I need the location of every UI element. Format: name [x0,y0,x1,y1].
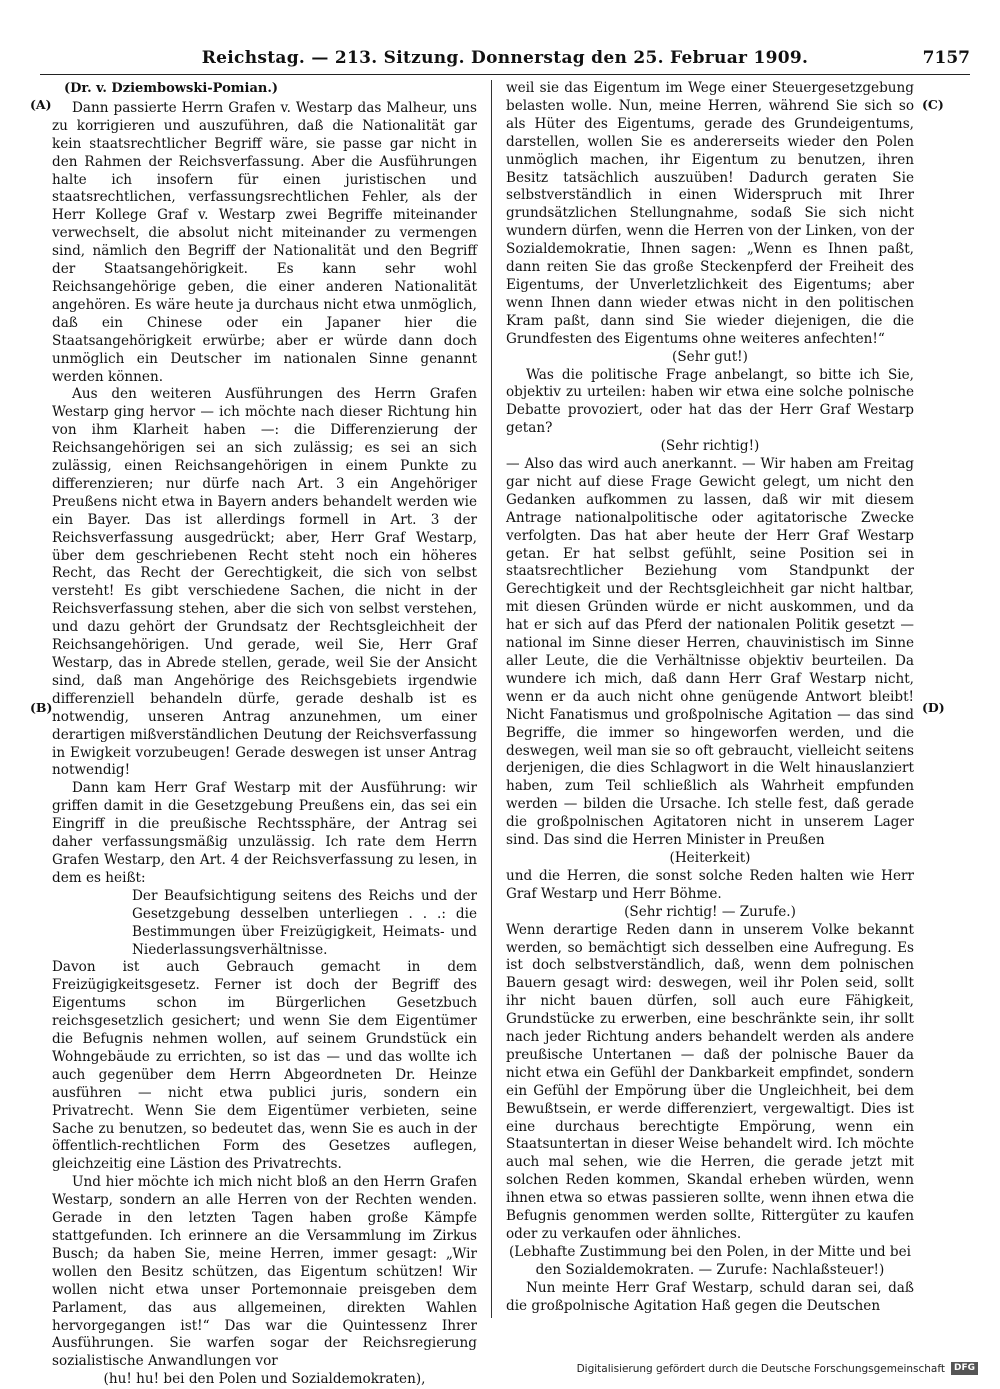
speaker-name: (Dr. v. Dziembowski-Pomian.) [64,81,279,96]
digitization-footer [577,1362,978,1375]
interjection: (Sehr richtig!) [660,438,760,455]
paragraph: und die Herren, die sonst solche Reden halten wie Herr Graf Westarp und Herr Böhme. [506,867,914,902]
running-title: Reichstag. — 213. Sitzung. Donnerstag den 25. Februar 1909. [201,48,809,68]
paragraph: — Also das wird auch anerkannt. — Wir haben am Freitag gar nicht auf diese Frage Gewicht gelegt, um nicht den Gedanken aufkommen zu lassen, daß wir mit diesem Antrage nationalpolitische oder agitatorische Zwecke verfolgten. Das hat aber heute der Herr Graf Westarp getan. Er hat selbst gefühlt, seine Position sei in staatsrechtlicher Beziehung vom Standpunkt der Gerechtigkeit und der Rechtsgleichheit gar nicht haltbar, mit diesen Gründen würde er nicht auskommen, und da hat er sich auf das Pferd der nationalen Politik gesetzt — national im Sinne dieser Herren, chauvinistisch im Sinne aller Leute, die die Verhältnisse objektiv beurteilen. Da wundere ich mich, daß dann Herr Graf Westarp nicht, wenn er da auch nicht ohne genügende Antwort bleibt! Nicht Fanatismus und großpolnische Agitation — das sind Begriffe, die immer so hingeworfen werden, und die deswegen, weil man sie so oft gebraucht, vielleicht seitens derjenigen, die dies Schlagwort in die Welt hinauslanziert haben, zum Teil schließlich als Wahrheit empfunden werden — bilden die Ursache. Ich stelle fest, daß gerade die großpolnischen Agitatoren nicht in unserem Lager sind. Das sind die Herren Minister in Preußen [506,456,914,849]
quotation: Der Beaufsichtigung seitens des Reichs und der Gesetzgebung desselben unterliegen . . .: die Bestimmungen über Freizügigkeit, Heimats- und Niederlassungsverhältnisse. [132,887,477,958]
interjection: (Sehr gut!) [672,348,748,365]
interjection: (Heiterkeit) [669,849,751,866]
interjection: (hu! hu! bei den Polen und Sozialdemokraten), [103,1371,426,1388]
paragraph: Davon ist auch Gebrauch gemacht in dem Freizügigkeitsgesetz. Ferner ist doch der Begriff des Eigentums schon im Bürgerlichen Gesetzbuch reichsgesetzlich gesichert; und wenn Sie dem Eigentümer die Befugnis nehmen wollen, auf seinem Grundstück ein Wohngebäude zu errichten, so ist das — und das wollte ich auch gegenüber dem Herrn Abgeordneten Dr. Heinze ausführen — nicht etwa publici juris, sondern ein Privatrecht. Wenn Sie dem Eigentümer verbieten, seine Sache zu benutzen, so bedeutet das, wenn Sie es auch in der öffentlich-rechtlichen Form des Gesetzes auflegen, gleichzeitig eine Lästion des Privatrechts. [52,959,477,1173]
interjection: (Sehr richtig! — Zurufe.) [624,903,796,920]
paragraph: Aus den weiteren Ausführungen des Herrn Grafen Westarp ging hervor — ich möchte nach dieser Richtung hin von ihm Klarheit haben —: die Differenzierung der Reichsangehörigen sei an sich zulässig; es sei an sich zulässig, einen Reichsangehörigen in einem Punkte zu differenzieren; nur dürfe nach Art. 3 ein Angehöriger Preußens nicht etwa in Bayern anders behandelt werden wie ein Bayer. Das ist allerdings formell in Art. 3 der Reichsverfassung ausgedrückt; aber, Herr Graf Westarp, über dem geschriebenen Recht steht noch ein höheres Recht, das Recht der Gerechtigkeit, die sich von selbst versteht! Es gibt verschiedene Sachen, die nicht in der Reichsverfassung stehen, aber die sich von selbst verstehen, und dazu gehört der Grundsatz der Rechtsgleichheit der Reichsangehörigen. Und gerade, weil Sie, Herr Graf Westarp, das in Abrede stellen, gerade, weil Sie der Ansicht sind, daß man Angehörige des Reichsgebiets irgendwie differenziell behandeln dürfe, gerade deshalb ist es notwendig, unseren Antrag anzunehmen, um einer derartigen mißverständlichen Deutung der Reichsverfassung in Ewigkeit vorzubeugen! Gerade deswegen ist unser Antrag notwendig! [52,386,477,779]
paragraph: Dann kam Herr Graf Westarp mit der Ausführung: wir griffen damit in die Gesetzgebung Preußens ein, das sei ein Eingriff in die preußische Rechtssphäre, der Antrag sei daher verfassungsmäßig unzulässig. Ich rate dem Herrn Grafen Westarp, den Art. 4 der Reichsverfassung zu lesen, in dem es heißt: [52,780,477,886]
running-header [40,48,970,72]
margin-letter-d: (D) [922,700,945,715]
paragraph: Was die politische Frage anbelangt, so bitte ich Sie, objektiv zu urteilen: haben wir etwa eine solche polnische Debatte provoziert, oder hat das der Herr Graf Westarp getan? [506,366,914,437]
paragraph: Nun meinte Herr Graf Westarp, schuld daran sei, daß die großpolnische Agitation Haß gegen die Deutschen [506,1279,914,1314]
dfg-logo: DFG [951,1362,978,1375]
header-rule [40,74,970,75]
margin-letter-b: (B) [30,700,53,715]
footer-text: Digitalisierung gefördert durch die Deutsche Forschungsgemeinschaft [576,1362,945,1375]
margin-letter-c: (C) [922,97,944,112]
right-column [506,80,914,1316]
page-number: 7157 [922,48,970,68]
paragraph: Dann passierte Herrn Grafen v. Westarp das Malheur, uns zu korrigieren und auszuführen, daß die Nationalität gar kein staatsrechtlicher Begriff wäre, sie passe gar nicht in den Rahmen der Reichsverfassung. Aber die Ausführungen halte ich insofern für einen juristischen und staatsrechtlichen, verfassungsrechtlichen Fehler, als der Herr Kollege Graf v. Westarp zwei Begriffe miteinander verwechselt, die absolut nicht miteinander zu vermengen sind, nämlich den Begriff der Nationalität und den Begriff der Staatsangehörigkeit. Es kann sehr wohl Reichsangehörige geben, die einer anderen Nationalität angehören. Es wäre heute ja durchaus nicht etwa unmöglich, daß ein Chinese oder ein Japaner hier die Staatsangehörigkeit erwürbe; aber er würde dann doch unmöglich ein Deutscher im nationalen Sinne genannt werden können. [52,99,477,385]
left-column [52,80,477,1389]
paragraph: weil sie das Eigentum im Wege einer Steuergesetzgebung belasten wolle. Nun, meine Herren, während Sie sich so als Hüter des Eigentums, gerade des Grundeigentums, darstellen, wollen Sie es andererseits wieder den Polen unmöglich machen, ihr Eigentum zu benutzen, ihren Besitz tatsächlich auszuüben! Dadurch geraten Sie selbstverständlich in einen Widerspruch mit Ihrer grundsätzlichen Stellungnahme, sodaß Sie sich nicht wundern dürfen, wenn die Herren von der Linken, von der Sozialdemokratie, Ihnen sagen: „Wenn es Ihnen paßt, dann reiten Sie das große Steckenpferd der Freiheit des Eigentums, der Unverletzlichkeit des Eigentums; aber wenn Ihnen dann wieder etwas nicht in den politischen Kram paßt, dann sind Sie wieder diejenigen, die die Grundfesten des Eigentums ohne weiteres anfechten!“ [506,80,914,347]
column-divider [491,80,492,1318]
interjection: (Lebhafte Zustimmung bei den Polen, in der Mitte und bei den Sozialdemokraten. — Zurufe: Nachlaßsteuer!) [508,1243,912,1278]
margin-letter-a: (A) [30,97,52,112]
paragraph: Und hier möchte ich mich nicht bloß an den Herrn Grafen Westarp, sondern an alle Herren von der Rechten wenden. Gerade in den letzten Tagen haben große Kämpfe stattgefunden. Ich erinnere an die Versammlung im Zirkus Busch; da haben Sie, meine Herren, immer gesagt: „Wir wollen den Besitz schützen, das Eigentum schützen! Wir wollen nicht etwa unser Portemonnaie preisgeben dem Parlament, das aus allgemeinen, direkten Wahlen hervorgegangen ist!“ Das war die Quintessenz Ihrer Ausführungen. Sie warfen sogar der Reichsregierung sozialistische Anwandlungen vor [52,1174,477,1370]
paragraph: Wenn derartige Reden dann in unserem Volke bekannt werden, so bemächtigt sich desselben eine Aufregung. Es ist doch selbstverständlich, daß, wenn dem polnischen Bauern gesagt wird: deswegen, weil ihr Polen seid, sollt ihr nicht bauen dürfen, soll auch eure Fähigkeit, Grundstücke zu erwerben, eine beschränkte sein, ihr sollt nach jeder Richtung anders behandelt werden als andere preußische Untertanen — daß der polnische Bauer da nicht etwa ein Gefühl der Dankbarkeit empfindet, sondern ein Gefühl der Empörung über die Ungleichheit, bei dem Bewußtsein, er werde differenziert, vergewaltigt. Dies ist eine durchaus berechtigte Empörung, wenn ein Staatsuntertan in dieser Weise behandelt wird. Ich möchte auch mal sehen, wie die Herren, die gerade jetzt mit solchen Reden kommen, Skandal erheben würden, wenn ihnen etwa so etwas passieren sollte, wenn ihnen etwa die Befugnis genommen werden sollte, Rittergüter zu kaufen oder zu verkaufen oder ähnliches. [506,921,914,1242]
